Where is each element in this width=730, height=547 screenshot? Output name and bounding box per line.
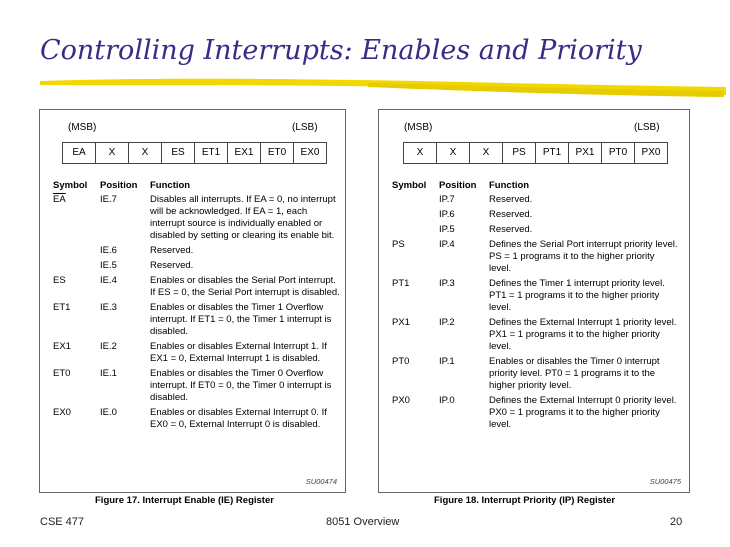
row-function: Reserved.: [489, 209, 533, 220]
row-symbol: [392, 224, 439, 236]
row-function: Reserved.: [150, 245, 194, 256]
row-position: IP.4: [439, 239, 455, 250]
table-header: [53, 180, 342, 194]
row-symbol: EX1: [53, 341, 71, 352]
row-symbol: [392, 194, 439, 206]
lsb-label: (LSB): [634, 122, 660, 133]
slide-title: Controlling Interrupts: Enables and Priority: [40, 35, 642, 66]
bit-cell: PT1: [536, 143, 569, 163]
row-symbol: EX0: [53, 407, 71, 418]
row-symbol: [53, 260, 100, 272]
ip-register-bits: [403, 142, 668, 164]
title-underline-brush: [38, 75, 728, 103]
bit-cell: X: [404, 143, 437, 163]
table-row: [392, 395, 679, 431]
row-symbol: ET0: [53, 368, 71, 379]
bit-cell: PX0: [635, 143, 668, 163]
row-position: IE.7: [100, 194, 117, 205]
bit-cell: ET0: [261, 143, 294, 163]
bit-cell: EX0: [294, 143, 327, 163]
figure-code: SU00475: [649, 477, 681, 486]
ie-register-bits: [62, 142, 327, 164]
row-position: IP.0: [439, 395, 455, 406]
ip-register-panel: [378, 109, 690, 493]
row-function: Reserved.: [489, 194, 533, 205]
row-position: IP.2: [439, 317, 455, 328]
row-position: IE.4: [100, 275, 117, 286]
figure-code: SU00474: [305, 477, 337, 486]
table-row: [392, 224, 679, 236]
table-row: [392, 356, 679, 392]
bit-cell: X: [129, 143, 162, 163]
row-function: Enables or disables the Timer 0 Overflow interrupt. If ET0 = 0, the Timer 0 interrupt is disabled.: [150, 368, 332, 403]
row-symbol: [392, 209, 439, 221]
page-number: 20: [670, 516, 683, 528]
header-function: Function: [150, 180, 191, 191]
row-position: IP.3: [439, 278, 455, 289]
row-symbol: PX1: [392, 317, 410, 328]
row-symbol: $\overline{EA}$: [53, 194, 66, 205]
table-row: [53, 245, 342, 257]
table-row: [53, 302, 342, 338]
row-position: IE.3: [100, 302, 117, 313]
row-symbol: PT0: [392, 356, 410, 367]
row-position: IE.0: [100, 407, 117, 418]
row-position: IP.5: [439, 224, 455, 235]
table-row: [392, 278, 679, 314]
figure-17-caption: Figure 17. Interrupt Enable (IE) Register: [95, 495, 274, 506]
ip-bit-table: [392, 180, 679, 434]
row-position: IP.1: [439, 356, 455, 367]
bit-cell: ET1: [195, 143, 228, 163]
lsb-label: (LSB): [292, 122, 318, 133]
bit-cell: X: [470, 143, 503, 163]
bit-cell: EA: [63, 143, 96, 163]
row-position: IE.6: [100, 245, 117, 256]
header-position: Position: [100, 180, 138, 191]
row-symbol: PS: [392, 239, 405, 250]
row-function: Reserved.: [489, 224, 533, 235]
row-function: Defines the External Interrupt 1 priority level. PX1 = 1 programs it to the higher priority level.: [489, 317, 677, 352]
header-position: Position: [439, 180, 477, 191]
msb-label: (MSB): [68, 122, 97, 133]
footer-course: CSE 477: [40, 516, 85, 528]
table-row: [53, 275, 342, 299]
row-function: Enables or disables the Timer 1 Overflow interrupt. If ET1 = 0, the Timer 1 interrupt is disabled.: [150, 302, 332, 337]
header-symbol: Symbol: [53, 180, 88, 191]
row-function: Defines the Timer 1 interrupt priority level. PT1 = 1 programs it to the higher priority level.: [489, 278, 665, 313]
table-row: [53, 260, 342, 272]
row-function: Enables or disables the Serial Port interrupt. If ES = 0, the Serial Port interrupt is disabled.: [150, 275, 340, 298]
row-function: Defines the Serial Port interrupt priority level. PS = 1 programs it to the higher priority level.: [489, 239, 678, 274]
row-function: Enables or disables External Interrupt 0. If EX0 = 0, External Interrupt 0 is disabled.: [150, 407, 327, 430]
row-symbol: [53, 245, 100, 257]
table-row: [392, 209, 679, 221]
bit-cell: X: [96, 143, 129, 163]
header-symbol: Symbol: [392, 180, 427, 191]
row-position: IP.6: [439, 209, 455, 220]
row-position: IE.2: [100, 341, 117, 352]
row-symbol: PX0: [392, 395, 410, 406]
row-function: Enables or disables the Timer 0 interrupt priority level. PT0 = 1 programs it to the higher priority level.: [489, 356, 660, 391]
table-row: [53, 368, 342, 404]
row-function: Disables all interrupts. If EA = 0, no interrupt will be acknowledged. If EA = 1, each interrupt source is individually enabled or disabled by setting or clearing its enable bit.: [150, 194, 336, 241]
row-position: IE.5: [100, 260, 117, 271]
bit-cell: PT0: [602, 143, 635, 163]
bit-cell: PS: [503, 143, 536, 163]
row-function: Enables or disables External Interrupt 1. If EX1 = 0, External Interrupt 1 is disabled.: [150, 341, 327, 364]
table-row: [53, 194, 342, 242]
footer-topic: 8051 Overview: [326, 516, 400, 528]
row-symbol: ES: [53, 275, 66, 286]
table-row: [53, 341, 342, 365]
table-row: [392, 194, 679, 206]
table-row: [392, 317, 679, 353]
row-position: IE.1: [100, 368, 117, 379]
row-symbol: PT1: [392, 278, 410, 289]
bit-cell: EX1: [228, 143, 261, 163]
row-function: Reserved.: [150, 260, 194, 271]
header-function: Function: [489, 180, 530, 191]
row-symbol: ET1: [53, 302, 71, 313]
figure-18-caption: Figure 18. Interrupt Priority (IP) Register: [434, 495, 616, 506]
table-header: [392, 180, 679, 194]
bit-cell: X: [437, 143, 470, 163]
table-row: [53, 407, 342, 431]
ie-bit-table: [53, 180, 342, 434]
ie-register-panel: [39, 109, 346, 493]
bit-cell: PX1: [569, 143, 602, 163]
row-function: Defines the External Interrupt 0 priority level. PX0 = 1 programs it to the higher priority level.: [489, 395, 677, 430]
msb-label: (MSB): [404, 122, 433, 133]
table-row: [392, 239, 679, 275]
bit-cell: ES: [162, 143, 195, 163]
row-position: IP.7: [439, 194, 455, 205]
